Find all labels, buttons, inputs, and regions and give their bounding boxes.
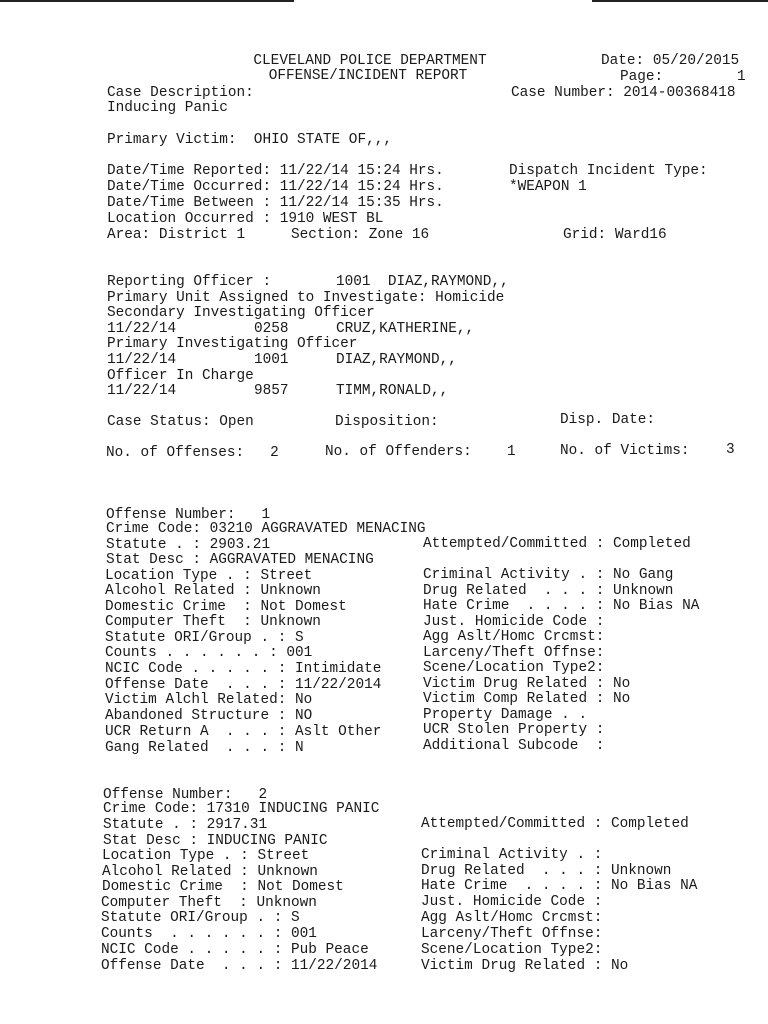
primary-investigating-officer-label: Primary Investigating Officer [107, 336, 358, 352]
stat-desc: Stat Desc : AGGRAVATED MENACING [106, 552, 374, 568]
offense-field: Victim Comp Related : No [423, 691, 631, 707]
case-description-label: Case Description: [107, 85, 254, 101]
offense-field: Just. Homicide Code : [423, 614, 605, 630]
top-rule-right [592, 0, 768, 2]
primary-officer-name: DIAZ,RAYMOND,, [336, 352, 457, 368]
page-number: 1 [737, 69, 746, 85]
offense-field: Statute ORI/Group . : S [101, 910, 300, 926]
attempted-committed: Attempted/Committed : Completed [423, 536, 691, 552]
offense-field: Additional Subcode : [423, 738, 605, 754]
offense-field: Domestic Crime : Not Domest [105, 599, 347, 615]
offense-field: Counts . . . . . . : 001 [105, 645, 313, 661]
offense-field: Alcohol Related : Unknown [102, 864, 318, 880]
offense-field: UCR Stolen Property : [423, 722, 605, 738]
offense-field: UCR Return A . . . : Aslt Other [105, 724, 382, 740]
offense-field: Just. Homicide Code : [421, 894, 603, 910]
number-of-victims-label: No. of Victims: [560, 443, 690, 459]
offense-field: Hate Crime . . . . : No Bias NA [423, 598, 700, 614]
offense-field: Drug Related . . . : Unknown [423, 583, 674, 599]
crime-code: Crime Code: 03210 AGGRAVATED MENACING [106, 521, 426, 537]
page-label: Page: [620, 69, 664, 85]
date-time-occurred: Date/Time Occurred: 11/22/14 15:24 Hrs. [107, 179, 444, 195]
crime-code: Crime Code: 17310 INDUCING PANIC [103, 801, 380, 817]
number-of-victims-value: 3 [726, 442, 735, 458]
reporting-officer-label: Reporting Officer : [107, 274, 272, 290]
secondary-officer-name: CRUZ,KATHERINE,, [336, 321, 475, 337]
offense-field: Drug Related . . . : Unknown [421, 863, 672, 879]
offense-field: Offense Date . . . : 11/22/2014 [101, 958, 378, 974]
primary-victim: Primary Victim: OHIO STATE OF,,, [107, 132, 392, 148]
location-occurred: Location Occurred : 1910 WEST BL [107, 211, 384, 227]
offense-field: Larceny/Theft Offnse: [421, 926, 603, 942]
secondary-officer-date: 11/22/14 [107, 321, 177, 337]
offense-field: Agg Aslt/Homc Crcmst: [421, 910, 603, 926]
case-status: Case Status: Open [107, 414, 254, 430]
area-district: Area: District 1 [107, 227, 246, 243]
top-rule-left [0, 0, 294, 2]
number-of-offenders-value: 1 [507, 444, 516, 460]
statute: Statute . : 2903.21 [106, 537, 271, 553]
primary-officer-date: 11/22/14 [107, 352, 177, 368]
offense-field: Property Damage . . [423, 707, 588, 723]
offense-field: Domestic Crime : Not Domest [102, 879, 344, 895]
offense-field: Counts . . . . . . : 001 [101, 926, 317, 942]
attempted-committed: Attempted/Committed : Completed [421, 816, 689, 832]
offense-field: NCIC Code . . . . . : Pub Peace [101, 942, 369, 958]
dispatch-incident-type-label: Dispatch Incident Type: [509, 163, 708, 179]
secondary-investigating-officer-label: Secondary Investigating Officer [107, 305, 375, 321]
offense-field: Victim Drug Related : No [423, 676, 631, 692]
case-number: Case Number: 2014-00368418 [511, 85, 736, 101]
offense-number: Offense Number: 1 [106, 507, 271, 523]
offense-field: Criminal Activity . : No Gang [423, 567, 674, 583]
number-of-offenders-label: No. of Offenders: [325, 444, 472, 460]
officer-in-charge-label: Officer In Charge [107, 368, 254, 384]
grid-ward: Grid: Ward16 [563, 227, 667, 243]
offense-field: Abandoned Structure : NO [105, 708, 313, 724]
primary-officer-id: 1001 [254, 352, 289, 368]
offense-field: NCIC Code . . . . . : Intimidate [105, 661, 382, 677]
offense-field: Scene/Location Type2: [423, 660, 605, 676]
offense-field: Victim Drug Related : No [421, 958, 629, 974]
offense-number: Offense Number: 2 [103, 787, 268, 803]
offense-field: Victim Alchl Related: No [105, 692, 313, 708]
offense-field: Hate Crime . . . . : No Bias NA [421, 878, 698, 894]
officer-in-charge-id: 9857 [254, 383, 289, 399]
report-date: Date: 05/20/2015 [601, 53, 740, 69]
offense-field: Computer Theft : Unknown [105, 614, 321, 630]
date-time-between: Date/Time Between : 11/22/14 15:35 Hrs. [107, 195, 444, 211]
officer-in-charge-date: 11/22/14 [107, 383, 177, 399]
disposition: Disposition: [335, 414, 439, 430]
officer-in-charge-name: TIMM,RONALD,, [336, 383, 449, 399]
offense-field: Larceny/Theft Offnse: [423, 645, 605, 661]
offense-field: Criminal Activity . : [421, 847, 603, 863]
offense-field: Alcohol Related : Unknown [105, 583, 321, 599]
offense-field: Location Type . : Street [105, 568, 313, 584]
primary-unit-assigned: Primary Unit Assigned to Investigate: Homicide [107, 290, 505, 306]
offense-field: Scene/Location Type2: [421, 942, 603, 958]
disposition-date: Disp. Date: [560, 412, 655, 428]
stat-desc: Stat Desc : INDUCING PANIC [103, 833, 328, 849]
offense-field: Statute ORI/Group . : S [105, 630, 304, 646]
offense-field: Computer Theft : Unknown [101, 895, 317, 911]
secondary-officer-id: 0258 [254, 321, 289, 337]
number-of-offenses: No. of Offenses: 2 [106, 445, 279, 461]
department-title: CLEVELAND POLICE DEPARTMENT [253, 53, 487, 69]
offense-field: Offense Date . . . : 11/22/2014 [105, 677, 382, 693]
case-description: Inducing Panic [107, 100, 228, 116]
section-zone: Section: Zone 16 [291, 227, 430, 243]
date-time-reported: Date/Time Reported: 11/22/14 15:24 Hrs. [107, 163, 444, 179]
statute: Statute . : 2917.31 [103, 817, 268, 833]
offense-field: Agg Aslt/Homc Crcmst: [423, 629, 605, 645]
offense-field: Gang Related . . . : N [105, 740, 304, 756]
dispatch-incident-type-value: *WEAPON 1 [509, 179, 587, 195]
report-title: OFFENSE/INCIDENT REPORT [268, 68, 468, 84]
reporting-officer-value: 1001 DIAZ,RAYMOND,, [336, 274, 509, 290]
offense-field: Location Type . : Street [102, 848, 310, 864]
